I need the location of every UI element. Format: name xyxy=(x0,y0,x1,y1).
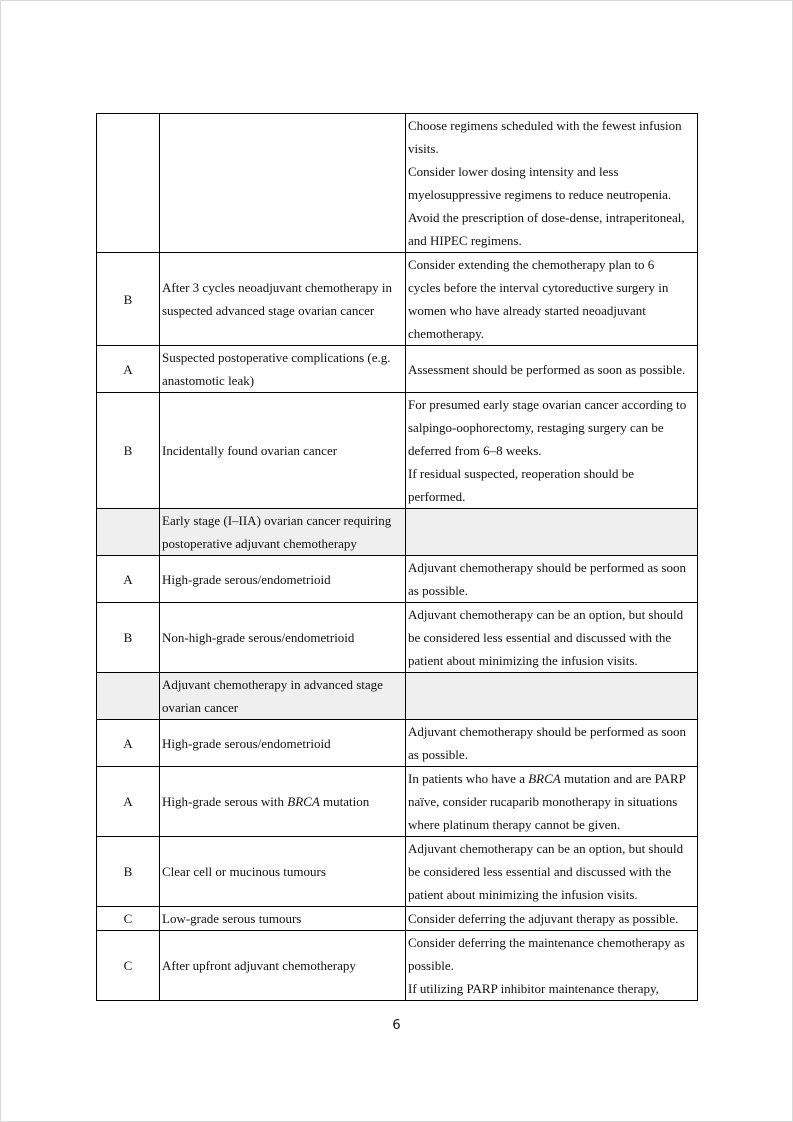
action-cell xyxy=(406,509,698,556)
action-cell xyxy=(406,837,698,907)
grade-cell: A xyxy=(97,767,160,837)
action-cell xyxy=(406,931,698,1001)
table-row xyxy=(97,114,698,253)
grade-cell: B xyxy=(97,393,160,509)
grade-cell: A xyxy=(97,556,160,603)
action-line: myelosuppressive regimens to reduce neutropenia. xyxy=(408,187,672,202)
grade-cell: B xyxy=(97,253,160,346)
table-row xyxy=(97,907,698,931)
condition-line: Incidentally found ovarian cancer xyxy=(162,443,338,458)
condition-cell xyxy=(160,253,406,346)
action-line: where platinum therapy cannot be given. xyxy=(408,817,621,832)
grade-cell: B xyxy=(97,603,160,673)
condition-cell xyxy=(160,720,406,767)
action-cell xyxy=(406,720,698,767)
grade-cell: A xyxy=(97,346,160,393)
action-line: For presumed early stage ovarian cancer according to xyxy=(408,397,687,412)
condition-line: Early stage (I–IIA) ovarian cancer requiring xyxy=(162,513,392,528)
action-line: be considered less essential and discussed with the xyxy=(408,864,672,879)
condition-cell xyxy=(160,907,406,931)
condition-line: anastomotic leak) xyxy=(162,373,255,388)
action-line: Consider lower dosing intensity and less xyxy=(408,164,619,179)
condition-cell xyxy=(160,509,406,556)
grade-cell xyxy=(97,509,160,556)
table-row xyxy=(97,346,698,393)
table-row xyxy=(97,837,698,907)
action-line: visits. xyxy=(408,141,439,156)
condition-cell xyxy=(160,673,406,720)
action-line: cycles before the interval cytoreductive surgery in xyxy=(408,280,669,295)
condition-line: Low-grade serous tumours xyxy=(162,911,302,926)
condition-line: After upfront adjuvant chemotherapy xyxy=(162,958,356,973)
condition-line: postoperative adjuvant chemotherapy xyxy=(162,536,357,551)
table-row xyxy=(97,393,698,509)
table-row xyxy=(97,720,698,767)
table-row xyxy=(97,603,698,673)
action-line: If residual suspected, reoperation should be xyxy=(408,466,634,481)
grade-cell: A xyxy=(97,720,160,767)
section-header-row xyxy=(97,673,698,720)
table-row xyxy=(97,931,698,1001)
action-cell xyxy=(406,253,698,346)
action-cell xyxy=(406,907,698,931)
condition-line: High-grade serous with BRCA mutation xyxy=(162,794,370,809)
action-line: chemotherapy. xyxy=(408,326,485,341)
condition-line: ovarian cancer xyxy=(162,700,239,715)
action-line: In patients who have a BRCA mutation and are PARP xyxy=(408,771,686,786)
action-line: salpingo-oophorectomy, restaging surgery can be xyxy=(408,420,664,435)
action-line: naïve, consider rucaparib monotherapy in situations xyxy=(408,794,678,809)
action-line: Adjuvant chemotherapy should be performed as soon xyxy=(408,560,686,575)
action-cell xyxy=(406,393,698,509)
action-line: If utilizing PARP inhibitor maintenance therapy, xyxy=(408,981,659,996)
action-line: Consider deferring the maintenance chemotherapy as xyxy=(408,935,685,950)
action-cell xyxy=(406,114,698,253)
action-line: women who have already started neoadjuvant xyxy=(408,303,646,318)
action-line: Adjuvant chemotherapy can be an option, but should xyxy=(408,841,684,856)
action-line: patient about minimizing the infusion visits. xyxy=(408,887,638,902)
recommendations-table-body xyxy=(97,114,698,1001)
action-line: Assessment should be performed as soon as possible. xyxy=(408,361,686,377)
condition-cell xyxy=(160,393,406,509)
action-line: patient about minimizing the infusion visits. xyxy=(408,653,638,668)
condition-cell xyxy=(160,837,406,907)
table-row xyxy=(97,556,698,603)
condition-line: Adjuvant chemotherapy in advanced stage xyxy=(162,677,383,692)
condition-cell xyxy=(160,603,406,673)
action-line: possible. xyxy=(408,958,454,973)
condition-cell xyxy=(160,931,406,1001)
condition-line: Non-high-grade serous/endometrioid xyxy=(162,630,355,645)
action-line: be considered less essential and discussed with the xyxy=(408,630,672,645)
action-line: Consider extending the chemotherapy plan to 6 xyxy=(408,257,655,272)
condition-line: High-grade serous/endometrioid xyxy=(162,735,331,751)
grade-cell: B xyxy=(97,837,160,907)
table-row xyxy=(97,253,698,346)
table-row xyxy=(97,767,698,837)
condition-line: Clear cell or mucinous tumours xyxy=(162,864,326,879)
action-cell xyxy=(406,603,698,673)
action-line: Avoid the prescription of dose-dense, intraperitoneal, xyxy=(408,210,685,225)
condition-cell xyxy=(160,556,406,603)
action-line: Consider deferring the adjuvant therapy as possible. xyxy=(408,911,679,926)
action-line: deferred from 6–8 weeks. xyxy=(408,443,542,458)
recommendations-table xyxy=(96,113,698,1001)
action-line: Choose regimens scheduled with the fewest infusion xyxy=(408,118,682,133)
grade-cell xyxy=(97,114,160,253)
condition-cell xyxy=(160,346,406,393)
condition-line: After 3 cycles neoadjuvant chemotherapy in xyxy=(162,280,392,295)
condition-line: suspected advanced stage ovarian cancer xyxy=(162,303,375,318)
action-cell xyxy=(406,346,698,393)
action-cell xyxy=(406,556,698,603)
condition-line: High-grade serous/endometrioid xyxy=(162,571,331,587)
grade-cell: C xyxy=(97,931,160,1001)
condition-cell xyxy=(160,767,406,837)
condition-line: Suspected postoperative complications (e.g. xyxy=(162,350,391,365)
action-line: performed. xyxy=(408,489,466,504)
action-cell xyxy=(406,767,698,837)
section-header-row xyxy=(97,509,698,556)
action-line: as possible. xyxy=(408,747,468,762)
action-line: as possible. xyxy=(408,583,468,598)
grade-cell: C xyxy=(97,907,160,931)
page-number: 6 xyxy=(392,1018,401,1033)
action-line: Adjuvant chemotherapy can be an option, but should xyxy=(408,607,684,622)
grade-cell xyxy=(97,673,160,720)
action-line: and HIPEC regimens. xyxy=(408,233,522,248)
action-line: Adjuvant chemotherapy should be performed as soon xyxy=(408,724,686,739)
condition-cell xyxy=(160,114,406,253)
action-cell xyxy=(406,673,698,720)
